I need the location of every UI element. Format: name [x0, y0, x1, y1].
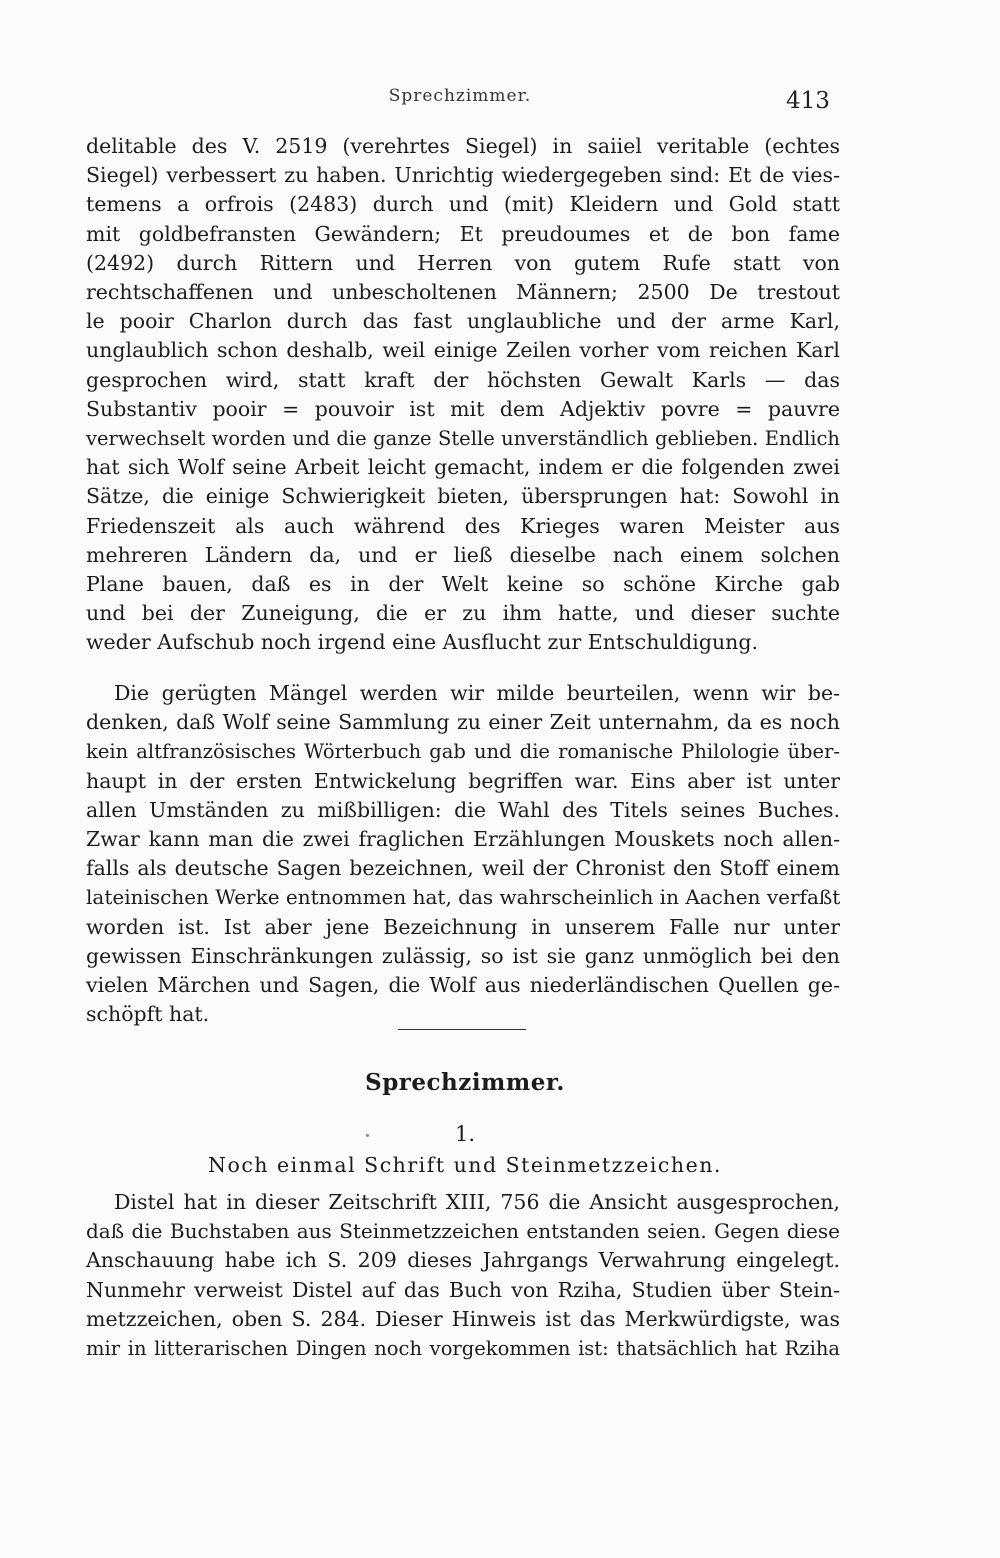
text-line: le pooir Charlon durch das fast unglaubliche und der arme Karl, [86, 309, 840, 334]
text-line: daß die Buchstaben aus Steinmetzzeichen entstanden seien. Gegen diese [86, 1219, 840, 1244]
text-line: Friedenszeit als auch während des Krieges waren Meister aus [86, 513, 840, 538]
text-line: kein altfranzösisches Wörterbuch gab und die romanische Philologie über- [86, 740, 840, 764]
text-line: schöpft hat. [86, 1002, 210, 1027]
text-line: und bei der Zuneigung, die er zu ihm hatte, und dieser suchte [86, 601, 840, 626]
text-line: vielen Märchen und Sagen, die Wolf aus niederländischen Quellen ge- [86, 973, 840, 998]
section-divider [398, 1029, 526, 1030]
text-line: Siegel) verbessert zu haben. Unrichtig wiedergegeben sind: Et de vies- [86, 163, 840, 188]
text-line: mehreren Ländern da, und er ließ dieselbe nach einem solchen [86, 542, 840, 567]
paragraph-judgement [86, 679, 840, 1029]
text-line: gesprochen wird, statt kraft der höchsten Gewalt Karls — das [86, 367, 840, 392]
text-line: weder Aufschub noch irgend eine Ausflucht zur Entschuldigung. [86, 630, 759, 655]
text-line: Substantiv pooir = pouvoir ist mit dem Adjektiv povre = pauvre [86, 396, 840, 421]
paragraph-distel [86, 1188, 840, 1363]
text-line: Anschauung habe ich S. 209 dieses Jahrgangs Verwahrung eingelegt. [86, 1248, 840, 1273]
text-line: worden ist. Ist aber jene Bezeichnung in unserem Falle nur unter [86, 914, 840, 939]
text-line: falls als deutsche Sagen bezeichnen, weil der Chronist den Stoff einem [86, 856, 840, 881]
section-heading: Sprechzimmer. [365, 1069, 565, 1096]
text-line: Plane bauen, daß es in der Welt keine so schöne Kirche gab [86, 572, 840, 597]
text-line: verwechselt worden und die ganze Stelle unverständlich geblieben. Endlich [86, 427, 840, 451]
text-line: Nunmehr verweist Distel auf das Buch von Rziha, Studien über Stein- [86, 1277, 840, 1302]
text-line: allen Umständen zu mißbilligen: die Wahl des Titels seines Buches. [86, 797, 840, 822]
text-line: Sätze, die einige Schwierigkeit bieten, übersprungen hat: Sowohl in [86, 484, 840, 509]
text-line: denken, daß Wolf seine Sammlung zu einer Zeit unternahm, da es noch [86, 710, 840, 735]
text-line: delitable des V. 2519 (verehrtes Siegel) in saiiel veritable (echtes [86, 134, 840, 158]
text-line: haupt in der ersten Entwickelung begriffen war. Eins aber ist unter [86, 768, 840, 793]
text-line: temens a orfrois (2483) durch und (mit) Kleidern und Gold statt [86, 192, 840, 217]
text-line: Distel hat in dieser Zeitschrift XIII, 756 die Ansicht ausgesprochen, [114, 1190, 840, 1214]
paragraph-critique [86, 132, 840, 658]
text-line: Zwar kann man die zwei fraglichen Erzählungen Mouskets noch allen- [86, 827, 840, 852]
text-line: lateinischen Werke entnommen hat, das wahrscheinlich in Aachen verfaßt [86, 885, 840, 910]
text-line: unglaublich schon deshalb, weil einige Zeilen vorher vom reichen Karl [86, 338, 840, 363]
text-line: (2492) durch Rittern und Herren von gutem Rufe statt von [86, 250, 840, 275]
print-speck [366, 1134, 369, 1137]
text-line: gewissen Einschränkungen zulässig, so ist sie ganz unmöglich bei den [86, 943, 840, 968]
text-line: mir in litterarischen Dingen noch vorgekommen ist: thatsächlich hat Rziha [86, 1337, 840, 1361]
subsection-title: Noch einmal Schrift und Steinmetzzeichen. [208, 1153, 722, 1177]
text-line: Die gerügten Mängel werden wir milde beurteilen, wenn wir be- [114, 681, 840, 705]
page-number: 413 [786, 88, 830, 114]
text-line: rechtschaffenen und unbescholtenen Männern; 2500 De trestout [86, 280, 840, 305]
text-line: metzzeichen, oben S. 284. Dieser Hinweis ist das Merkwürdigste, was [86, 1306, 840, 1331]
subsection-number: 1. [454, 1122, 476, 1146]
text-line: mit goldbefransten Gewändern; Et preudoumes et de bon fame [86, 221, 840, 246]
running-header: Sprechzimmer. [388, 86, 532, 106]
text-line: hat sich Wolf seine Arbeit leicht gemacht, indem er die folgenden zwei [86, 455, 840, 480]
